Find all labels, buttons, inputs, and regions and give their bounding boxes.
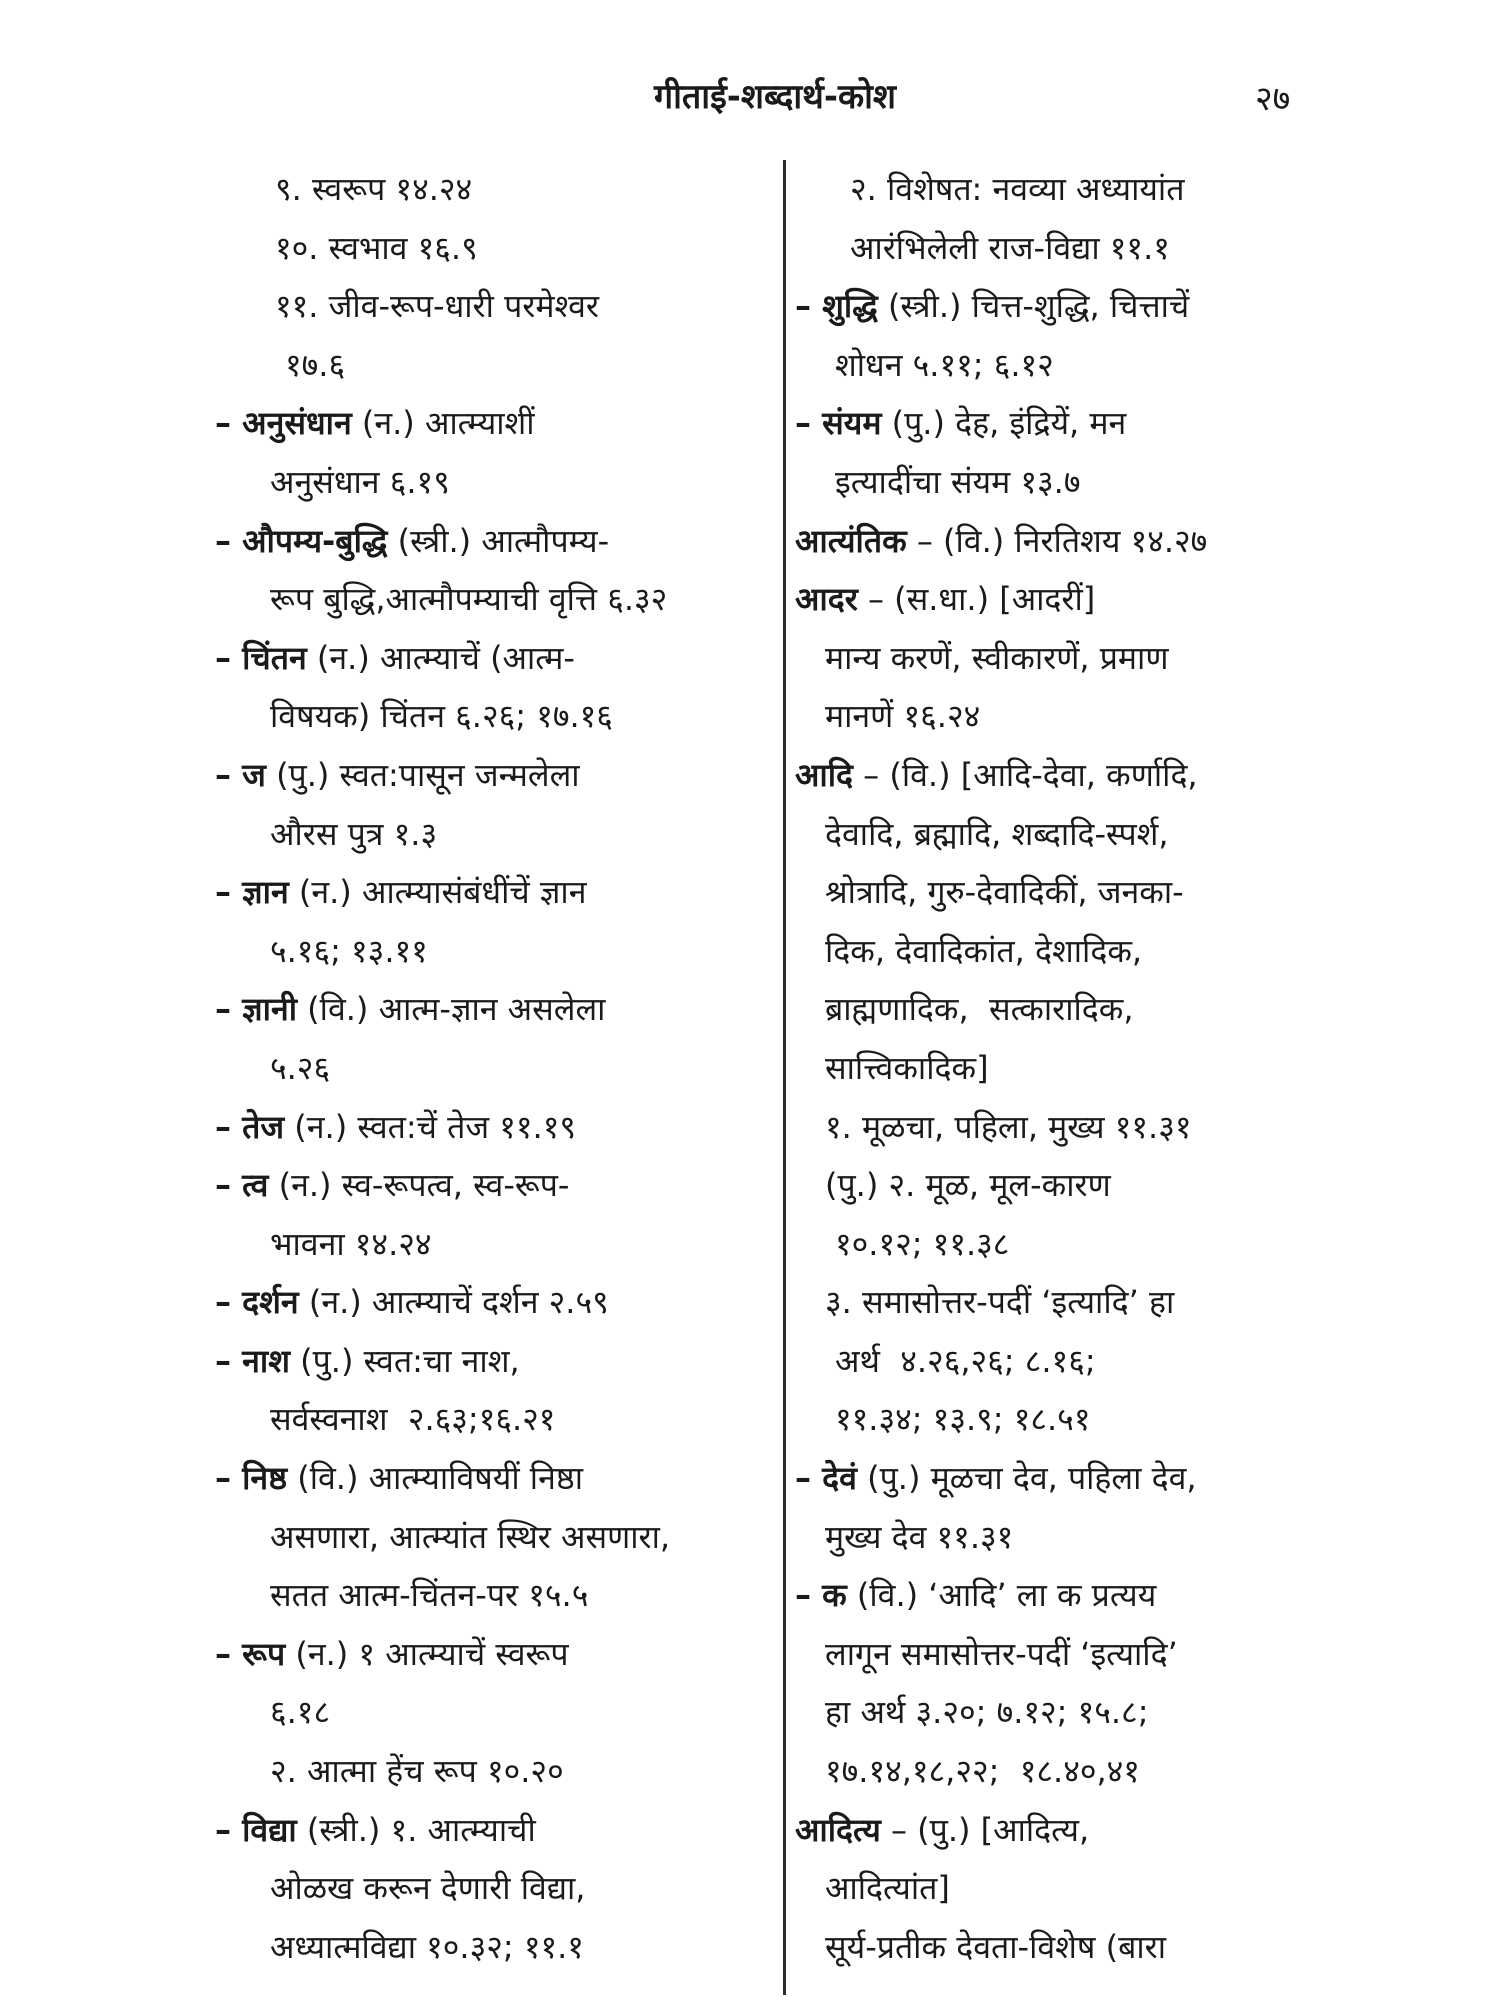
dictionary-entry-line: [215, 863, 760, 922]
entry-text: सात्त्विकादिक]: [825, 1048, 989, 1087]
running-title: गीताई-शब्दार्थ-कोश: [653, 77, 897, 117]
dictionary-continuation-line: [215, 219, 760, 278]
entry-text: श्रोत्रादि, गुरु-देवादिकीं, जनका-: [825, 873, 1184, 912]
entry-text: अध्यात्मविद्या १०.३२; ११.१: [270, 1927, 584, 1966]
entry-text: (स्त्री.) चित्त-शुद्धि, चित्ताचें: [877, 287, 1190, 326]
entry-text: – (स.धा.) [आदरीं]: [857, 580, 1096, 619]
dictionary-continuation-line: [215, 570, 760, 629]
entry-text: ११.३४; १३.९; १८.५१: [835, 1400, 1091, 1439]
headword: – क: [795, 1576, 847, 1615]
entry-text: मान्य करणें, स्वीकारणें, प्रमाण: [825, 638, 1169, 677]
dictionary-continuation-line: [215, 1039, 760, 1098]
entry-text: ३. समासोत्तर-पदीं ‘इत्यादि’ हा: [825, 1283, 1175, 1322]
entry-text: (न.) आत्म्याशीं: [351, 404, 535, 443]
headword: – औपम्य-बुद्धि: [215, 521, 388, 560]
dictionary-continuation-line: [795, 1390, 1355, 1449]
headword: – अनुसंधान: [215, 404, 352, 443]
entry-text: ११. जीव-रूप-धारी परमेश्वर: [275, 287, 599, 326]
entry-text: दिक, देवादिकांत, देशादिक,: [825, 931, 1143, 970]
entry-text: ब्राह्मणादिक, सत्कारादिक,: [825, 990, 1134, 1029]
dictionary-continuation-line: [215, 1215, 760, 1274]
entry-text: भावना १४.२४: [270, 1224, 432, 1263]
left-column: [215, 160, 760, 1976]
dictionary-continuation-line: [795, 1508, 1355, 1567]
entry-text: १. मूळचा, पहिला, मुख्य ११.३१: [825, 1107, 1192, 1146]
dictionary-continuation-line: [795, 1273, 1355, 1332]
dictionary-entry-line: [215, 1098, 760, 1157]
entry-text: अनुसंधान ६.१९: [270, 462, 450, 501]
dictionary-continuation-line: [215, 1859, 760, 1918]
dictionary-continuation-line: [795, 336, 1355, 395]
entry-text: ५.१६; १३.११: [270, 931, 428, 970]
entry-text: (न.) १ आत्म्याचें स्वरूप: [285, 1634, 569, 1673]
dictionary-continuation-line: [795, 1918, 1355, 1977]
entry-text: अर्थ ४.२६,२६; ८.१६;: [835, 1341, 1096, 1380]
dictionary-entry-line: [215, 1449, 760, 1508]
dictionary-entry-line: [795, 746, 1355, 805]
entry-text: मानणें १६.२४: [825, 697, 981, 736]
dictionary-entry-line: [795, 570, 1355, 629]
dictionary-entry-line: [215, 1273, 760, 1332]
entry-text: १०.१२; ११.३८: [835, 1224, 1010, 1263]
headword: आदर: [795, 580, 858, 619]
entry-text: सूर्य-प्रतीक देवता-विशेष (बारा: [825, 1927, 1167, 1966]
dictionary-continuation-line: [795, 453, 1355, 512]
entry-text: मुख्य देव ११.३१: [825, 1517, 1014, 1556]
entry-text: असणारा, आत्म्यांत स्थिर असणारा,: [270, 1517, 671, 1556]
headword: – रूप: [215, 1634, 286, 1673]
dictionary-continuation-line: [795, 219, 1355, 278]
entry-text: रूप बुद्धि,आत्मौपम्याची वृत्ति ६.३२: [270, 580, 668, 619]
headword: – निष्ठ: [215, 1459, 288, 1498]
entry-text: (न.) स्व-रूपत्व, स्व-रूप-: [268, 1166, 570, 1205]
headword: – ज्ञान: [215, 873, 289, 912]
dictionary-entry-line: [215, 1801, 760, 1860]
dictionary-entry-line: [215, 980, 760, 1039]
dictionary-entry-line: [215, 746, 760, 805]
headword: – नाश: [215, 1341, 290, 1380]
dictionary-continuation-line: [795, 1156, 1355, 1215]
entry-text: (न.) आत्म्याचें दर्शन २.५९: [298, 1283, 609, 1322]
headword: – संयम: [795, 404, 882, 443]
entry-text: ओळख करून देणारी विद्या,: [270, 1869, 586, 1908]
entry-text: (वि.) आत्म्याविषयीं निष्ठा: [287, 1459, 583, 1498]
headword: आदि: [795, 755, 853, 794]
headword: – दर्शन: [215, 1283, 299, 1322]
entry-text: – (वि.) [आदि-देवा, कर्णादि,: [852, 755, 1198, 794]
page-number: २७: [1255, 79, 1291, 119]
entry-text: इत्यादींचा संयम १३.७: [835, 462, 1081, 501]
dictionary-continuation-line: [215, 805, 760, 864]
entry-text: (वि.) ‘आदि’ ला क प्रत्यय: [846, 1576, 1157, 1615]
dictionary-entry-line: [795, 277, 1355, 336]
dictionary-continuation-line: [795, 1098, 1355, 1157]
dictionary-entry-line: [795, 1449, 1355, 1508]
dictionary-continuation-line: [215, 687, 760, 746]
dictionary-continuation-line: [795, 1859, 1355, 1918]
dictionary-continuation-line: [215, 1390, 760, 1449]
dictionary-continuation-line: [215, 1508, 760, 1567]
dictionary-continuation-line: [795, 1332, 1355, 1391]
headword: – ज: [215, 755, 266, 794]
dictionary-continuation-line: [795, 160, 1355, 219]
entry-text: देवादि, ब्रह्मादि, शब्दादि-स्पर्श,: [825, 814, 1169, 853]
dictionary-continuation-line: [795, 687, 1355, 746]
dictionary-entry-line: [215, 629, 760, 688]
dictionary-continuation-line: [215, 922, 760, 981]
dictionary-entry-line: [215, 512, 760, 571]
entry-text: सर्वस्वनाश २.६३;१६.२१: [270, 1400, 556, 1439]
headword: – ज्ञानी: [215, 990, 297, 1029]
dictionary-continuation-line: [215, 1742, 760, 1801]
dictionary-continuation-line: [215, 277, 760, 336]
entry-text: – (पु.) [आदित्य,: [880, 1810, 1090, 1849]
right-column: [795, 160, 1355, 1976]
dictionary-entry-line: [215, 394, 760, 453]
dictionary-continuation-line: [215, 1566, 760, 1625]
headword: – चिंतन: [215, 638, 307, 677]
entry-text: (वि.) आत्म-ज्ञान असलेला: [297, 990, 606, 1029]
dictionary-continuation-line: [795, 980, 1355, 1039]
entry-text: (पु.) देह, इंद्रियें, मन: [881, 404, 1127, 443]
dictionary-continuation-line: [795, 629, 1355, 688]
dictionary-continuation-line: [215, 1918, 760, 1977]
dictionary-entry-line: [215, 1332, 760, 1391]
entry-text: विषयक) चिंतन ६.२६; १७.१६: [270, 697, 613, 736]
dictionary-entry-line: [215, 1156, 760, 1215]
dictionary-entry-line: [795, 394, 1355, 453]
entry-text: २. विशेषत: नवव्या अध्यायांत: [850, 170, 1185, 208]
entry-text: (पु.) स्वत:पासून जन्मलेला: [265, 755, 580, 794]
entry-text: औरस पुत्र १.३: [270, 814, 438, 853]
entry-text: लागून समासोत्तर-पदीं ‘इत्यादि’: [825, 1634, 1178, 1673]
headword: – तेज: [215, 1107, 285, 1146]
page-header: [0, 52, 1500, 142]
entry-text: (न.) आत्म्याचें (आत्म-: [306, 638, 575, 677]
entry-text: आरंभिलेली राज-विद्या ११.१: [850, 228, 1170, 267]
headword: – विद्या: [215, 1810, 297, 1849]
headword: – त्व: [215, 1166, 269, 1205]
headword: आदित्य: [795, 1810, 881, 1849]
dictionary-entry-line: [795, 1801, 1355, 1860]
entry-text: आदित्यांत]: [825, 1869, 950, 1908]
dictionary-continuation-line: [795, 1039, 1355, 1098]
entry-text: २. आत्मा हेंच रूप १०.२०: [270, 1752, 564, 1791]
dictionary-continuation-line: [215, 336, 760, 395]
entry-text: (पु.) स्वत:चा नाश,: [289, 1341, 520, 1380]
entry-text: १७.१४,१८,२२; १८.४०,४१: [825, 1752, 1140, 1791]
dictionary-entry-line: [795, 512, 1355, 571]
entry-text: सतत आत्म-चिंतन-पर १५.५: [270, 1576, 589, 1615]
entry-text: (स्त्री.) आत्मौपम्य-: [387, 521, 610, 560]
entry-text: – (वि.) निरतिशय १४.२७: [906, 521, 1208, 560]
entry-text: १७.६: [285, 345, 346, 384]
column-divider: [783, 160, 786, 1995]
dictionary-continuation-line: [795, 805, 1355, 864]
dictionary-entry-line: [795, 1566, 1355, 1625]
headword: – शुद्धि: [795, 287, 878, 326]
dictionary-continuation-line: [795, 922, 1355, 981]
dictionary-continuation-line: [215, 1683, 760, 1742]
dictionary-continuation-line: [215, 453, 760, 512]
entry-text: ९. स्वरूप १४.२४: [275, 170, 473, 208]
entry-text: (न.) आत्म्यासंबंधींचें ज्ञान: [288, 873, 587, 912]
entry-text: १०. स्वभाव १६.९: [275, 228, 478, 267]
headword: आत्यंतिक: [795, 521, 907, 560]
entry-text: हा अर्थ ३.२०; ७.१२; १५.८;: [825, 1693, 1149, 1732]
dictionary-continuation-line: [215, 160, 760, 219]
entry-text: ५.२६: [270, 1048, 331, 1087]
entry-text: (पु.) २. मूळ, मूल-कारण: [825, 1166, 1111, 1205]
entry-text: (पु.) मूळचा देव, पहिला देव,: [856, 1459, 1197, 1498]
entry-text: (न.) स्वत:चें तेज ११.१९: [284, 1107, 577, 1146]
headword: – देवं: [795, 1459, 857, 1498]
dictionary-continuation-line: [795, 863, 1355, 922]
entry-text: (स्त्री.) १. आत्म्याची: [296, 1810, 536, 1849]
entry-text: ६.१८: [270, 1693, 331, 1732]
dictionary-continuation-line: [795, 1215, 1355, 1274]
dictionary-continuation-line: [795, 1625, 1355, 1684]
dictionary-entry-line: [215, 1625, 760, 1684]
entry-text: शोधन ५.११; ६.१२: [835, 345, 1054, 384]
dictionary-continuation-line: [795, 1683, 1355, 1742]
dictionary-continuation-line: [795, 1742, 1355, 1801]
